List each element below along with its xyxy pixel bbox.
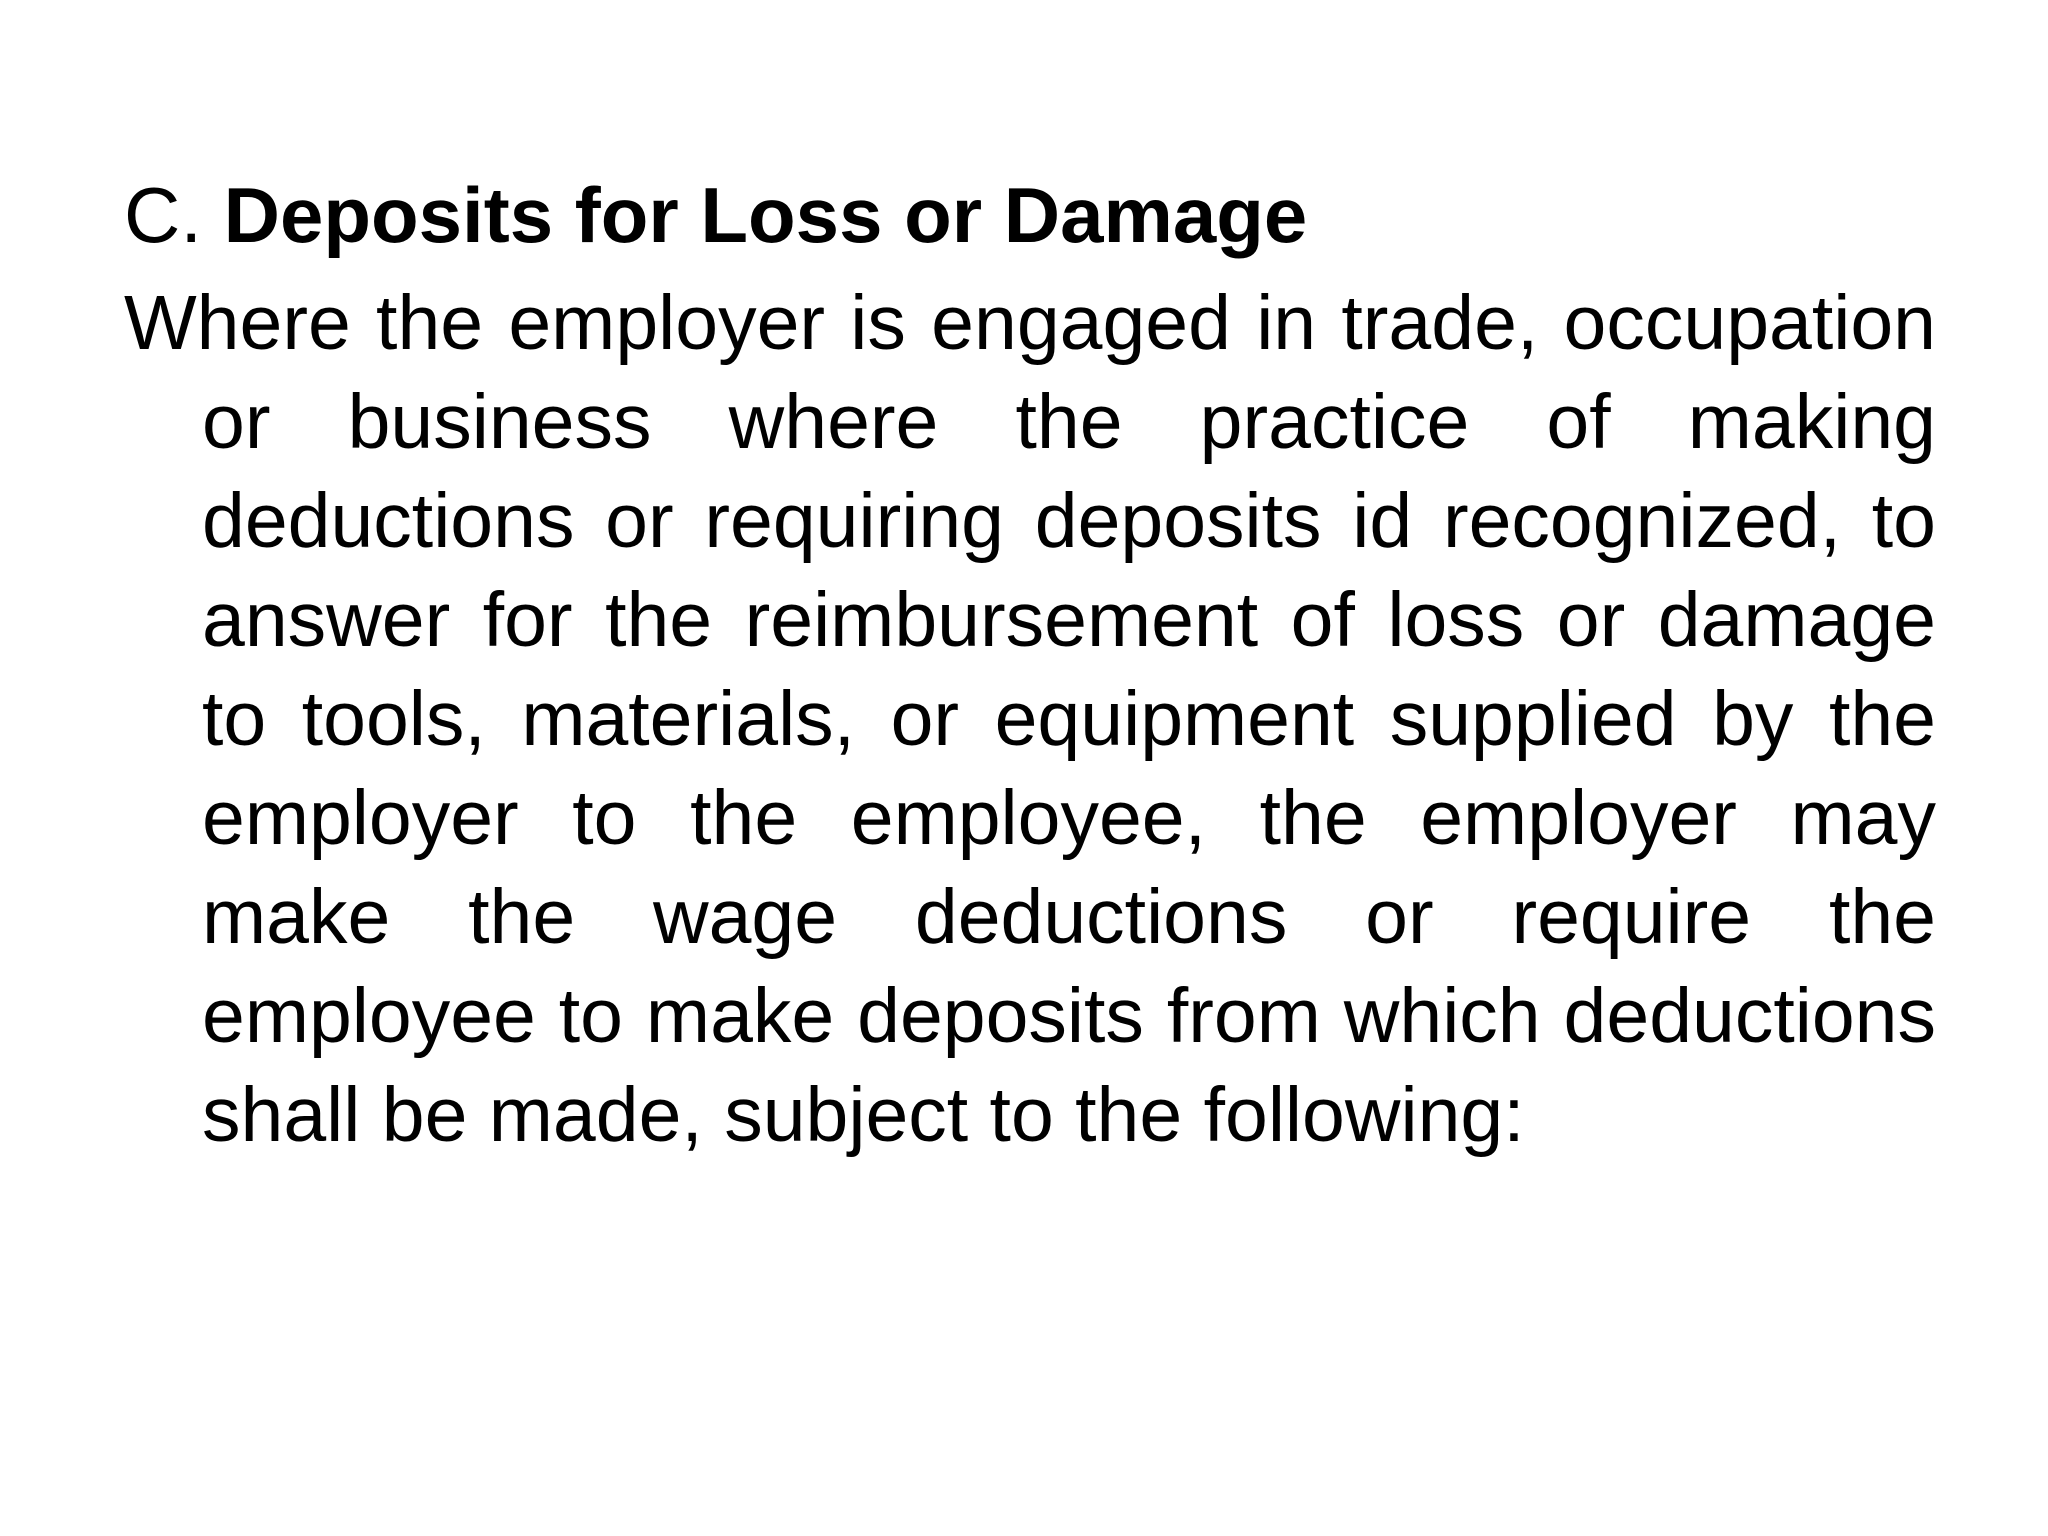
section-title: Deposits for Loss or Damage (223, 171, 1308, 259)
section-heading (124, 160, 1936, 270)
section-letter: C. (124, 171, 202, 259)
slide-content (124, 160, 1936, 1165)
body-paragraph: Where the employer is engaged in trade, occupation or business where the practice of making deductions or requiring deposits id recognized, to answer for the reimbursement of loss or damage to tools, materials, or equipment supplied by the employer to the employee, the employer may make the wage deductions or require the employee to make deposits from which deductions shall be made, subject to the following: (124, 280, 1936, 1158)
